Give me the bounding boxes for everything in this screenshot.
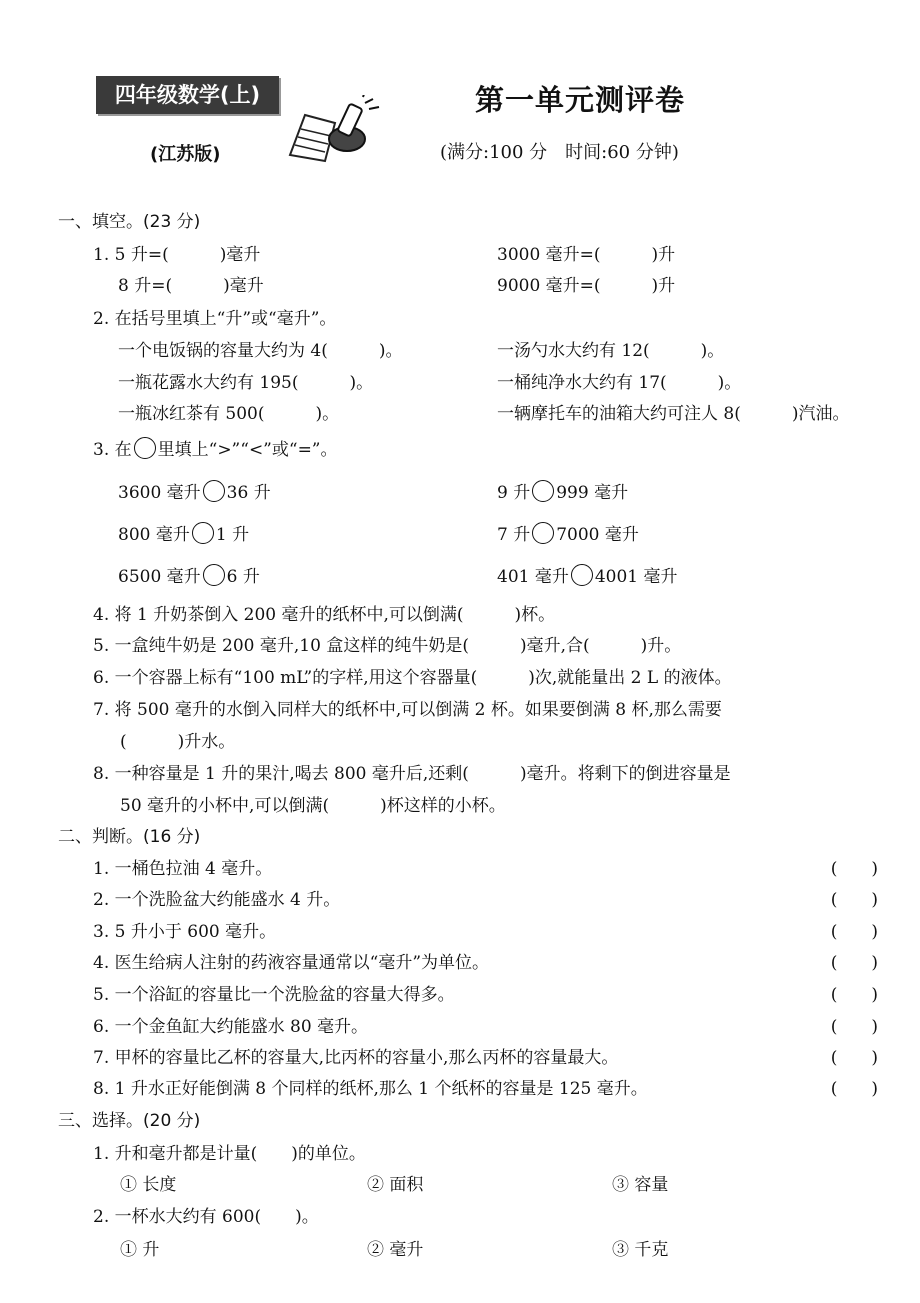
edition-label: (江苏版) — [150, 144, 221, 165]
answer-paren[interactable]: ( ) — [830, 1048, 878, 1068]
choice-q2-option-2[interactable]: ② 毫升 — [367, 1240, 424, 1260]
book-illustration-icon — [285, 95, 385, 165]
q2d: 一桶纯净水大约有 17( )。 — [497, 373, 742, 393]
page-title: 第一单元测评卷 — [475, 83, 686, 117]
grade-badge: 四年级数学(上) — [96, 76, 279, 114]
q2c: 一瓶花露水大约有 195( )。 — [118, 373, 374, 393]
judge-item-8: 8. 1 升水正好能倒满 8 个同样的纸杯,那么 1 个纸杯的容量是 125 毫升。 — [93, 1079, 648, 1099]
q3d — [497, 520, 639, 545]
q8-line2: 50 毫升的小杯中,可以倒满( )杯这样的小杯。 — [120, 796, 506, 816]
circle-icon — [134, 437, 156, 459]
q3e — [118, 562, 260, 587]
judge-item-7: 7. 甲杯的容量比乙杯的容量大,比丙杯的容量小,那么丙杯的容量最大。 — [93, 1048, 619, 1068]
q7-line1: 7. 将 500 毫升的水倒入同样大的纸杯中,可以倒满 2 杯。如果要倒满 8 杯,那么需要 — [93, 700, 722, 720]
choice-q1-stem: 1. 升和毫升都是计量( )的单位。 — [93, 1144, 366, 1164]
q3d-right: 7000 毫升 — [556, 525, 639, 545]
answer-circle[interactable] — [192, 522, 214, 544]
q2-stem: 2. 在括号里填上“升”或“毫升”。 — [93, 309, 337, 329]
q1d: 9000 毫升=( )升 — [497, 276, 676, 296]
judge-item-1: 1. 一桶色拉油 4 毫升。 — [93, 859, 273, 879]
choice-q1-option-1[interactable]: ① 长度 — [120, 1175, 177, 1195]
q3a-left: 3600 毫升 — [118, 483, 201, 503]
q3e-left: 6500 毫升 — [118, 567, 201, 587]
answer-paren[interactable]: ( ) — [830, 890, 878, 910]
answer-paren[interactable]: ( ) — [830, 985, 878, 1005]
q5: 5. 一盒纯牛奶是 200 毫升,10 盒这样的纯牛奶是( )毫升,合( )升。 — [93, 636, 682, 656]
q2a: 一个电饭锅的容量大约为 4( )。 — [118, 341, 403, 361]
answer-paren[interactable]: ( ) — [830, 859, 878, 879]
answer-paren[interactable]: ( ) — [830, 1079, 878, 1099]
judge-item-5: 5. 一个浴缸的容量比一个洗脸盆的容量大得多。 — [93, 985, 455, 1005]
q3a — [118, 478, 271, 503]
choice-q1-option-3[interactable]: ③ 容量 — [612, 1175, 669, 1195]
answer-circle[interactable] — [532, 480, 554, 502]
q2b: 一汤勺水大约有 12( )。 — [497, 341, 725, 361]
answer-paren[interactable]: ( ) — [830, 953, 878, 973]
q3c — [118, 520, 249, 545]
choice-q2-option-1[interactable]: ① 升 — [120, 1240, 160, 1260]
q3e-right: 6 升 — [226, 567, 260, 587]
answer-paren[interactable]: ( ) — [830, 922, 878, 942]
q3f-left: 401 毫升 — [497, 567, 569, 587]
q7-line2: ( )升水。 — [120, 732, 236, 752]
q2f: 一辆摩托车的油箱大约可注人 8( )汽油。 — [497, 404, 850, 424]
q3b — [497, 478, 628, 503]
q3b-right: 999 毫升 — [556, 483, 629, 503]
q3-stem-pre: 3. 在 — [93, 440, 132, 460]
answer-circle[interactable] — [571, 564, 593, 586]
score-time-info: (满分:100 分 时间:60 分钟) — [440, 142, 679, 163]
q1c: 8 升=( )毫升 — [118, 276, 264, 296]
q1a: 1. 5 升=( )毫升 — [93, 245, 261, 265]
answer-paren[interactable]: ( ) — [830, 1017, 878, 1037]
judge-item-3: 3. 5 升小于 600 毫升。 — [93, 922, 277, 942]
judge-item-6: 6. 一个金鱼缸大约能盛水 80 毫升。 — [93, 1017, 369, 1037]
q3b-left: 9 升 — [497, 483, 531, 503]
q3-stem — [93, 435, 338, 460]
q1b: 3000 毫升=( )升 — [497, 245, 676, 265]
q3c-right: 1 升 — [215, 525, 250, 545]
section-3-title: 三、选择。(20 分) — [58, 1111, 201, 1131]
q3a-right: 36 升 — [226, 483, 271, 503]
judge-item-4: 4. 医生给病人注射的药液容量通常以“毫升”为单位。 — [93, 953, 490, 973]
q3f — [497, 562, 678, 587]
q3f-right: 4001 毫升 — [594, 567, 678, 587]
q4: 4. 将 1 升奶茶倒入 200 毫升的纸杯中,可以倒满( )杯。 — [93, 605, 556, 625]
answer-circle[interactable] — [203, 480, 225, 502]
q8-line1: 8. 一种容量是 1 升的果汁,喝去 800 毫升后,还剩( )毫升。将剩下的倒进容量是 — [93, 764, 731, 784]
answer-circle[interactable] — [203, 564, 225, 586]
choice-q2-option-3[interactable]: ③ 千克 — [612, 1240, 669, 1260]
choice-q1-option-2[interactable]: ② 面积 — [367, 1175, 424, 1195]
q2e: 一瓶冰红茶有 500( )。 — [118, 404, 340, 424]
judge-item-2: 2. 一个洗脸盆大约能盛水 4 升。 — [93, 890, 341, 910]
q6: 6. 一个容器上标有“100 mL”的字样,用这个容器量( )次,就能量出 2 L 的液体。 — [93, 668, 732, 688]
section-2-title: 二、判断。(16 分) — [58, 827, 201, 847]
answer-circle[interactable] — [532, 522, 554, 544]
section-1-title: 一、填空。(23 分) — [58, 212, 201, 232]
q3c-left: 800 毫升 — [118, 525, 190, 545]
q3d-left: 7 升 — [497, 525, 531, 545]
q3-stem-post: 里填上“>”“<”或“=”。 — [157, 440, 338, 460]
choice-q2-stem: 2. 一杯水大约有 600( )。 — [93, 1207, 319, 1227]
